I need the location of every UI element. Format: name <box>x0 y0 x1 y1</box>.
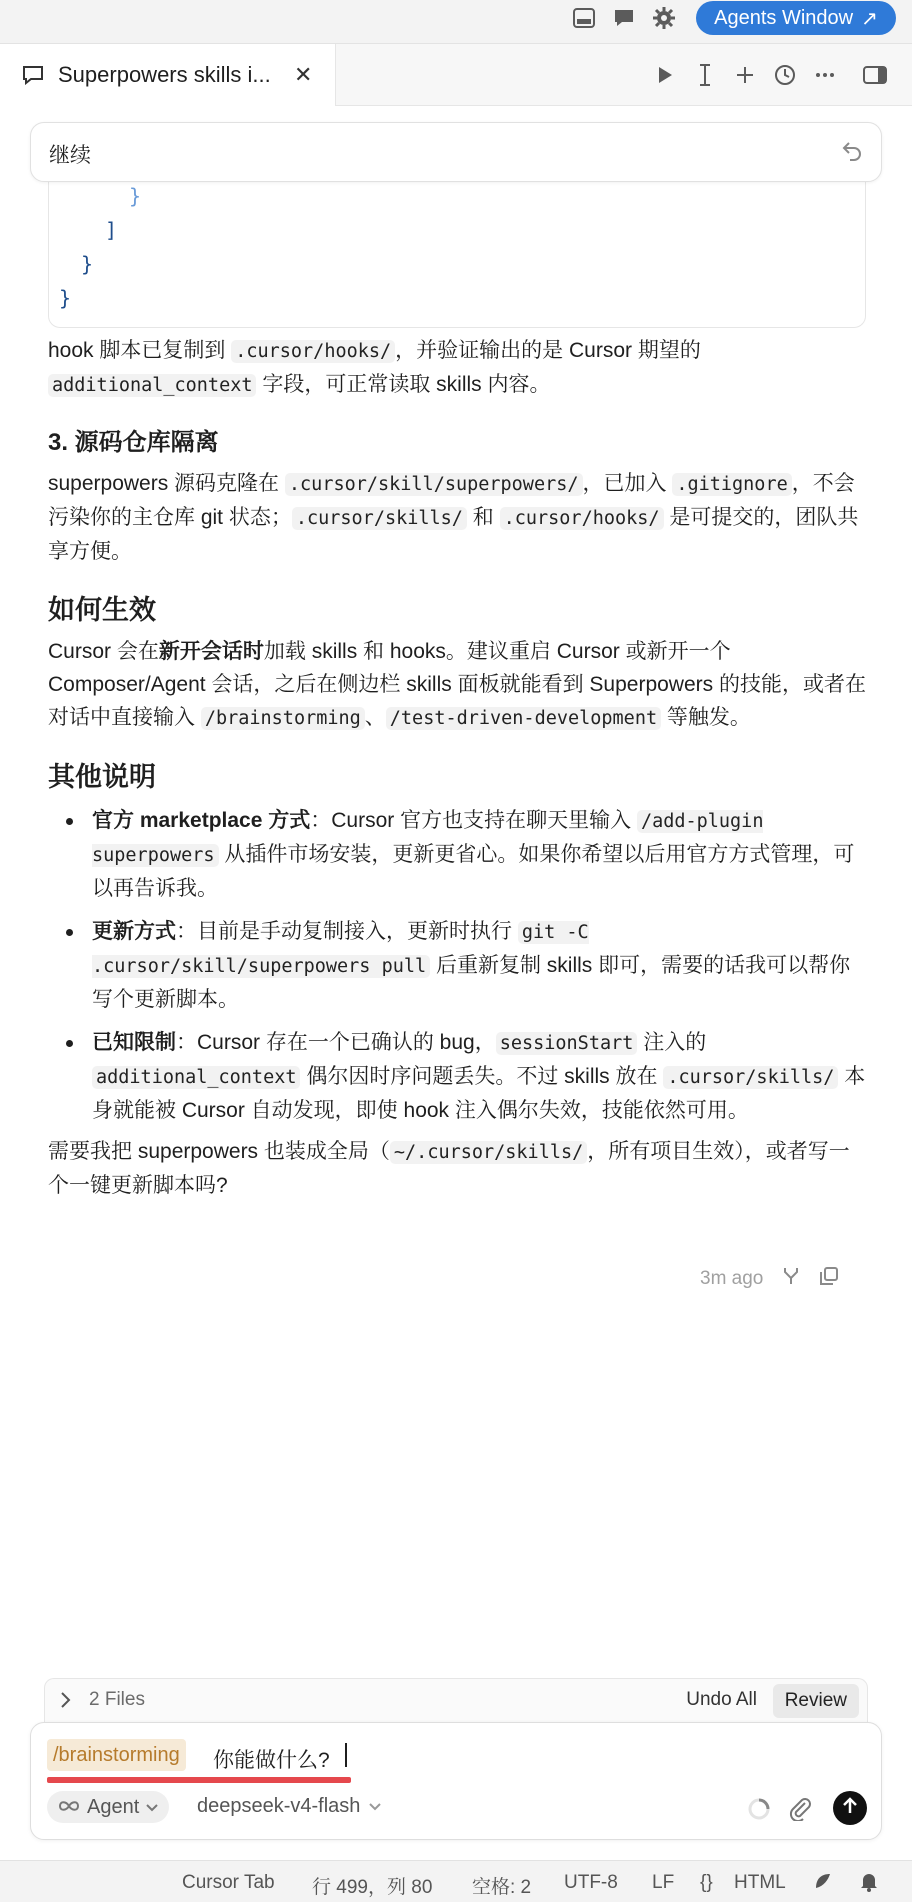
notifications-bell-icon[interactable] <box>858 1870 880 1898</box>
status-indentation[interactable]: 空格: 2 <box>472 1877 532 1898</box>
inline-code: .cursor/skills/ <box>292 507 467 530</box>
text: 从插件市场安装，更新更省心。如果你希望以后用官方方式管理，可以再告诉我。 <box>92 843 855 900</box>
revert-icon[interactable] <box>841 139 863 166</box>
message-timestamp: 3m ago <box>700 1268 764 1289</box>
previous-user-message[interactable] <box>30 122 882 182</box>
agents-window-label: Agents Window <box>714 6 854 29</box>
review-button[interactable]: Review <box>773 1684 859 1718</box>
status-cursor-tab[interactable]: Cursor Tab <box>182 1872 275 1893</box>
message-meta-row <box>700 1266 839 1292</box>
inline-code: .cursor/hooks/ <box>231 340 395 363</box>
slash-command-chip[interactable]: /brainstorming <box>47 1739 186 1771</box>
tab-title: Superpowers skills i... <box>58 62 271 87</box>
hook-paragraph <box>48 334 868 402</box>
user-message-text: 继续 <box>49 144 91 167</box>
text: 加载 skills 和 hooks。建议重启 Cursor 或新开一个 Composer/Agent 会话，之后在侧边栏 skills 面板就能看到 Superpowers 的技能，或者在对话中直接输入 <box>48 640 866 729</box>
inline-code: additional_context <box>92 1066 300 1089</box>
list-item <box>48 1026 868 1127</box>
text: 是可提交的，团队共享方便。 <box>48 506 859 563</box>
mode-label: Agent <box>87 1795 140 1818</box>
loading-spinner-icon <box>747 1797 771 1826</box>
toggle-sidebar-icon[interactable] <box>860 60 890 90</box>
how-it-works-paragraph <box>48 635 868 735</box>
model-selector[interactable] <box>197 1795 382 1818</box>
model-label: deepseek-v4-flash <box>197 1795 361 1817</box>
bold-text: 更新方式 <box>92 920 176 943</box>
new-chat-plus-icon[interactable] <box>730 60 760 90</box>
status-language-mode[interactable]: HTML <box>734 1872 786 1893</box>
text: ：Cursor 官方也支持在聊天里输入 <box>310 809 637 832</box>
text: 需要我把 superpowers 也装成全局（ <box>48 1140 390 1163</box>
attach-paperclip-icon[interactable] <box>787 1795 813 1826</box>
chat-composer[interactable] <box>30 1722 882 1840</box>
chevron-down-icon <box>145 1796 159 1819</box>
panel-toggle-icon[interactable] <box>570 4 598 32</box>
text: ，已加入 <box>582 472 673 495</box>
more-options-icon[interactable] <box>810 60 840 90</box>
section-heading-repo-isolation: 3. 源码仓库隔离 <box>48 429 219 456</box>
text: 、 <box>364 706 386 729</box>
status-encoding[interactable]: UTF-8 <box>564 1872 618 1893</box>
repo-isolation-paragraph <box>48 467 868 568</box>
inline-code: git -C .cursor/skill/superpowers pull <box>92 922 589 977</box>
feedback-icon[interactable] <box>812 1870 834 1898</box>
status-bar <box>0 1860 912 1902</box>
chat-bubble-icon[interactable] <box>610 4 638 32</box>
inline-code: .cursor/skill/superpowers/ <box>285 473 583 496</box>
code-line: } <box>59 286 72 310</box>
code-line: } <box>81 252 94 276</box>
text: ：目前是手动复制接入，更新时执行 <box>176 920 518 943</box>
chevron-right-icon[interactable] <box>59 1691 71 1714</box>
editor-tab-row <box>0 44 912 106</box>
code-block <box>48 180 866 328</box>
section-heading-other-notes: 其他说明 <box>48 762 156 792</box>
error-underline <box>47 1777 351 1783</box>
settings-gear-icon[interactable] <box>650 4 678 32</box>
code-line: } <box>129 184 142 208</box>
inline-code: ~/.cursor/skills/ <box>390 1141 587 1164</box>
text: 字段，可正常读取 skills 内容。 <box>256 373 551 396</box>
inline-code: .gitignore <box>672 473 791 496</box>
undo-all-button[interactable]: Undo All <box>686 1689 757 1710</box>
mode-selector-agent[interactable] <box>47 1791 169 1823</box>
text: 和 <box>466 506 500 529</box>
text: 注入的 <box>637 1031 707 1054</box>
text: 等触发。 <box>661 706 751 729</box>
infinity-icon <box>57 1796 81 1819</box>
tab-chat-session[interactable] <box>0 44 336 106</box>
status-line-ending[interactable]: LF <box>652 1872 675 1893</box>
bold-text: 已知限制 <box>92 1031 176 1054</box>
fork-branch-icon[interactable] <box>781 1266 801 1292</box>
chat-tab-icon <box>22 65 44 85</box>
inline-code: /test-driven-development <box>386 707 661 730</box>
status-cursor-position[interactable]: 行 499，列 80 <box>312 1877 433 1898</box>
inline-code: /add-plugin superpowers <box>92 811 764 866</box>
notes-list <box>48 804 868 1127</box>
assistant-response <box>48 334 868 1202</box>
inline-code: /brainstorming <box>201 707 365 730</box>
text: ：Cursor 存在一个已确认的 bug， <box>176 1031 496 1054</box>
text: superpowers 源码克隆在 <box>48 472 285 495</box>
section-heading-how-it-works: 如何生效 <box>48 595 156 625</box>
text: 后重新复制 skills 即可，需要的话我可以帮你写个更新脚本。 <box>92 954 851 1011</box>
composer-input-text[interactable]: 你能做什么? <box>213 1749 330 1772</box>
list-item <box>48 804 868 905</box>
arrow-up-icon <box>841 1797 859 1820</box>
inline-code: sessionStart <box>496 1032 638 1055</box>
braces-icon: {} <box>700 1872 713 1893</box>
text: 本身就能被 Cursor 自动发现，即使 hook 注入偶尔失效，技能依然可用。 <box>92 1065 866 1122</box>
history-clock-icon[interactable] <box>770 60 800 90</box>
bold-text: 官方 marketplace 方式 <box>92 809 311 832</box>
inline-code: .cursor/skills/ <box>663 1066 838 1089</box>
agents-window-button[interactable] <box>696 1 896 35</box>
chevron-down-icon <box>368 1795 382 1818</box>
run-play-icon[interactable] <box>650 60 680 90</box>
closing-question-paragraph <box>48 1135 868 1202</box>
copy-icon[interactable] <box>819 1266 839 1292</box>
list-item <box>48 915 868 1016</box>
text: ，不会污染你的主仓库 git 状态； <box>48 472 855 529</box>
inline-code: .cursor/hooks/ <box>500 507 664 530</box>
text: Cursor 会在 <box>48 640 159 663</box>
title-bar <box>0 0 912 44</box>
text: ，所有项目生效），或者写一个一键更新脚本吗? <box>48 1140 850 1197</box>
send-button[interactable] <box>833 1791 867 1825</box>
bold-text: 新开会话时 <box>158 640 264 663</box>
text-cursor-icon[interactable] <box>690 60 720 90</box>
text: hook 脚本已复制到 <box>48 339 232 362</box>
changed-files-bar <box>44 1678 868 1722</box>
text: ，并验证输出的是 Cursor 期望的 <box>395 339 701 362</box>
external-arrow-icon: ↗ <box>861 7 878 30</box>
text: 偶尔因时序问题丢失。不过 skills 放在 <box>300 1065 664 1088</box>
code-line: ] <box>105 218 118 242</box>
inline-code: additional_context <box>48 374 256 397</box>
text-caret <box>345 1743 347 1767</box>
files-count-label[interactable]: 2 Files <box>89 1689 145 1710</box>
tab-close-icon[interactable]: ✕ <box>294 62 313 87</box>
